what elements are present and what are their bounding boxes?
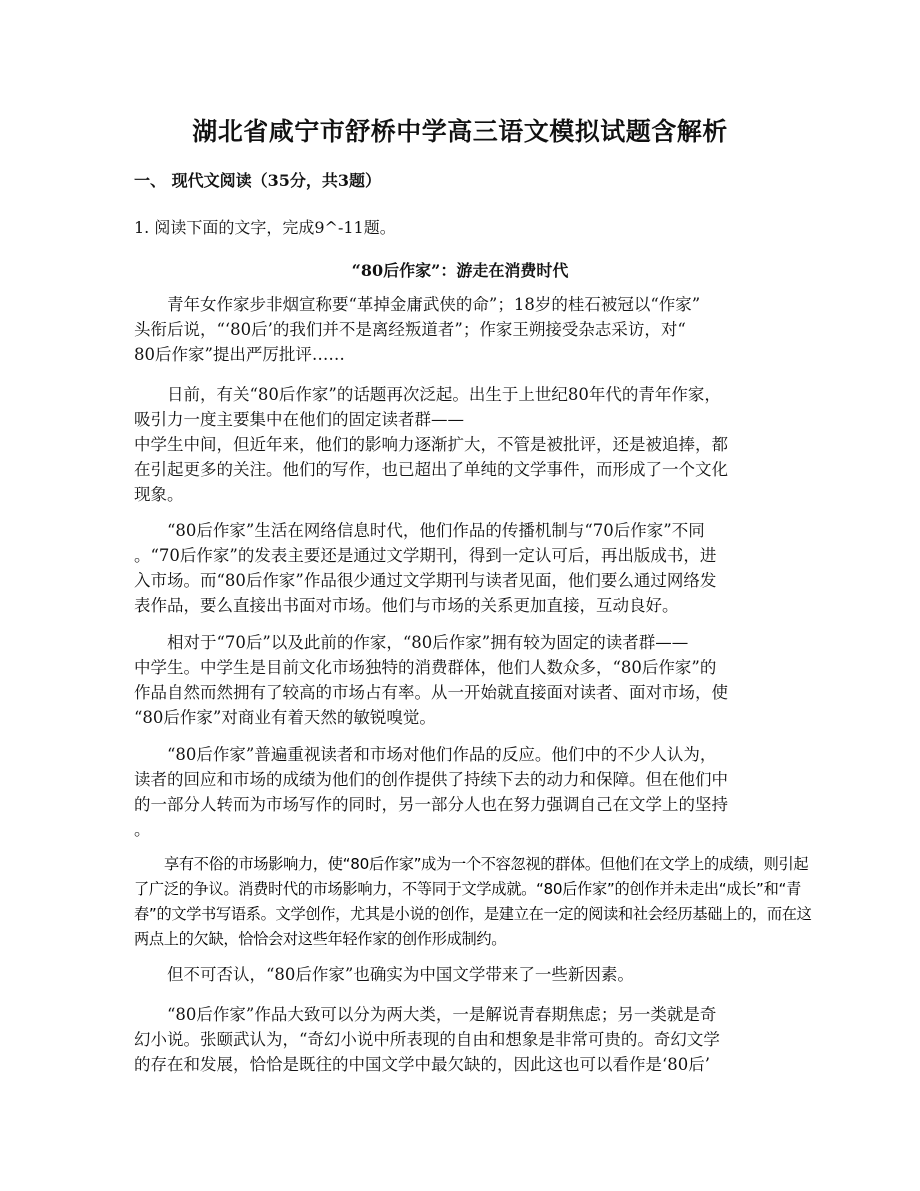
- paragraph-line: 日前，有关“80后作家”的话题再次泛起。出生于上世纪80年代的青年作家，: [167, 385, 721, 404]
- paragraph-line: 吸引力一度主要集中在他们的固定读者群——: [134, 410, 464, 429]
- paragraph-line: 。“70后作家”的发表主要还是通过文学期刊，得到一定认可后，再出版成书，进: [134, 546, 717, 565]
- paragraph-3: [134, 518, 794, 618]
- paragraph-line: 幻小说。张颐武认为，“奇幻小说中所表现的自由和想象是非常可贵的。奇幻文学: [134, 1030, 720, 1049]
- paragraph-line: 相对于“70后”以及此前的作家，“80后作家”拥有较为固定的读者群——: [167, 633, 689, 652]
- paragraph-2: [134, 382, 794, 507]
- paragraph-line: 表作品，要么直接出书面对市场。他们与市场的关系更加直接，互动良好。: [134, 596, 679, 615]
- paragraph-line: 中学生中间，但近年来，他们的影响力逐渐扩大，不管是被批评，还是被追捧，都: [134, 435, 728, 454]
- scanned-line: 了广泛的争议。消费时代的市场影响力，不等同于文学成就。“80后作家”的创作并未走出“成长”和“青: [134, 880, 801, 898]
- paragraph-6: [134, 962, 794, 987]
- paragraph-line: 80后作家”提出严厉批评……: [134, 345, 345, 364]
- paragraph-line: 。: [134, 820, 151, 839]
- paragraph-line: “80后作家”生活在网络信息时代，他们作品的传播机制与“70后作家”不同: [167, 521, 705, 540]
- paragraph-line: 读者的回应和市场的成绩为他们的创作提供了持续下去的动力和保障。但在他们中: [134, 770, 728, 789]
- paragraph-4: [134, 630, 794, 730]
- section-heading: 一、 现代文阅读（35分，共3题）: [134, 171, 381, 190]
- paragraph-line: “80后作家”作品大致可以分为两大类，一是解说青春期焦虑；另一类就是奇: [167, 1005, 717, 1024]
- scanned-line: 春”的文学书写语系。文学创作，尤其是小说的创作，是建立在一定的阅读和社会经历基础上的，而在这: [134, 905, 812, 923]
- paragraph-line: 现象。: [134, 485, 184, 504]
- scanned-line: 享有不俗的市场影响力，使“80后作家”成为一个不容忽视的群体。但他们在文学上的成绩，则引起: [164, 855, 809, 873]
- paragraph-line: “80后作家”普遍重视读者和市场对他们作品的反应。他们中的不少人认为，: [167, 745, 717, 764]
- paragraph-line: 头衔后说，“‘80后’的我们并不是离经叛道者”；作家王朔接受杂志采访，对“: [134, 320, 686, 339]
- paragraph-1: [134, 292, 794, 367]
- paragraph-line: “80后作家”对商业有着天然的敏锐嗅觉。: [134, 708, 436, 727]
- paragraph-line: 的存在和发展，恰恰是既往的中国文学中最欠缺的，因此这也可以看作是‘80后’: [134, 1055, 710, 1074]
- article-title: “80后作家”：游走在消费时代: [351, 261, 569, 280]
- paragraph-line: 作品自然而然拥有了较高的市场占有率。从一开始就直接面对读者、面对市场，使: [134, 683, 728, 702]
- paragraph-line: 中学生。中学生是目前文化市场独特的消费群体，他们人数众多，“80后作家”的: [134, 658, 717, 677]
- paragraph-line: 但不可否认，“80后作家”也确实为中国文学带来了一些新因素。: [167, 965, 634, 984]
- question-prompt: 1. 阅读下面的文字，完成9^-11题。: [134, 218, 396, 237]
- paragraph-line: 青年女作家步非烟宣称要“革掉金庸武侠的命”；18岁的桂石被冠以“作家”: [167, 295, 701, 314]
- scanned-line: 两点上的欠缺，恰恰会对这些年轻作家的创作形成制约。: [134, 930, 507, 948]
- paragraph-line: 的一部分人转而为市场写作的同时，另一部分人也在努力强调自己在文学上的坚持: [134, 795, 728, 814]
- paragraph-line: 在引起更多的关注。他们的写作，也已超出了单纯的文学事件，而形成了一个文化: [134, 460, 728, 479]
- scanned-paragraph: [134, 852, 810, 952]
- paragraph-7: [134, 1002, 794, 1077]
- document-title: 湖北省咸宁市舒桥中学高三语文模拟试题含解析: [192, 117, 728, 146]
- paragraph-line: 入市场。而“80后作家”作品很少通过文学期刊与读者见面，他们要么通过网络发: [134, 571, 717, 590]
- paragraph-5: [134, 742, 794, 842]
